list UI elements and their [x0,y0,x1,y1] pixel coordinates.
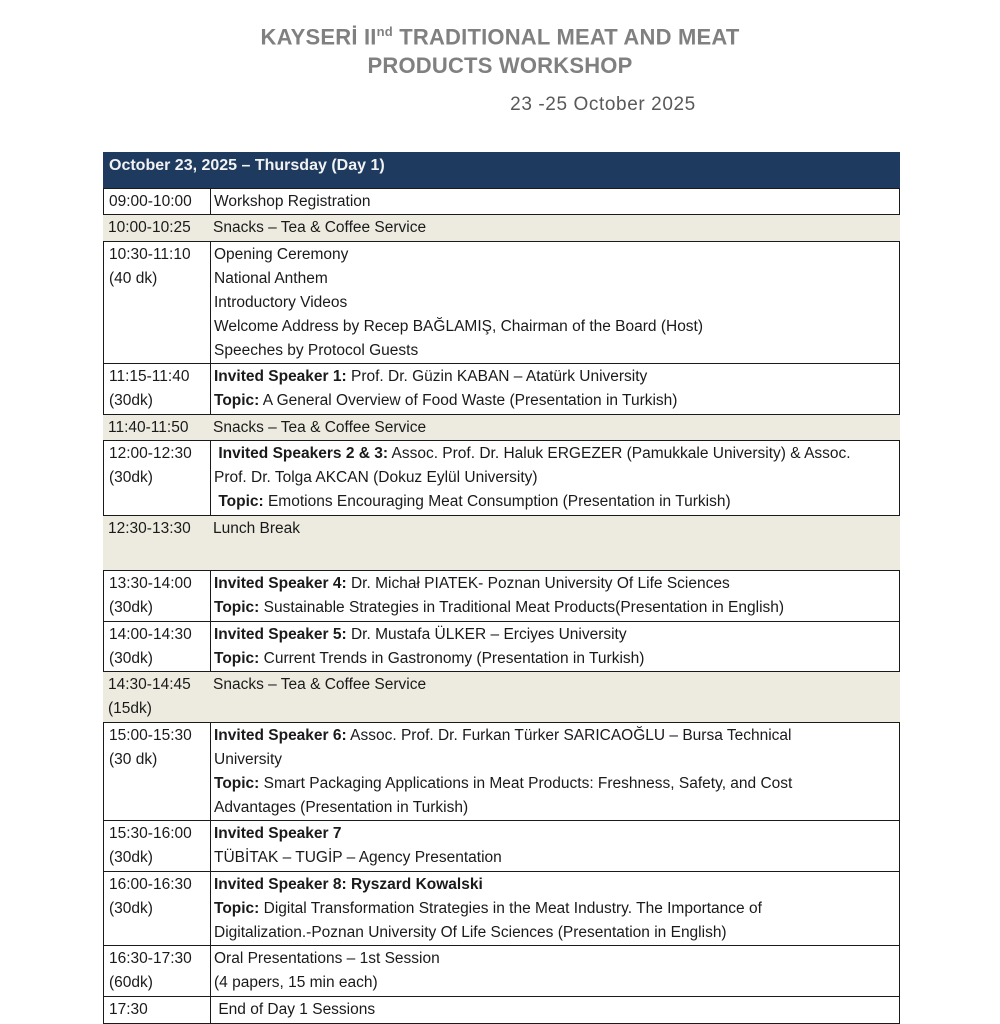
text-line: TÜBİTAK – TUGİP – Agency Presentation [214,849,502,866]
text-line: Speeches by Protocol Guests [214,341,419,359]
event-date: 23 -25 October 2025 [510,94,696,116]
table-row [103,440,900,516]
time-cell: 13:30-14:00 (30dk) [104,571,211,621]
description-cell [211,723,899,821]
time-cell: 12:30-13:30 [108,519,191,537]
table-row [103,945,900,997]
table-row [103,363,900,415]
description-cell [211,242,899,364]
text-line: Digitalization.-Poznan University Of Life Sciences (Presentation in English) [214,923,727,941]
text-line: Invited Speaker 6: Assoc. Prof. Dr. Furkan Türker SARICAOĞLU – Bursa Technical [214,726,792,744]
description-cell [210,672,900,722]
text-line: Prof. Dr. Tolga AKCAN (Dokuz Eylül University) [214,469,538,486]
table-row [103,414,900,442]
time-cell: 16:30-17:30 (60dk) [104,946,211,996]
table-row [103,241,900,365]
text-line: Invited Speakers 2 & 3: Assoc. Prof. Dr. Haluk ERGEZER (Pamukkale University) & Assoc. [214,445,851,462]
text-line: Topic: Smart Packaging Applications in Meat Products: Freshness, Safety, and Cost [214,774,793,792]
table-row [103,515,900,572]
description-cell [211,441,899,515]
title-text-1: KAYSERİ II [260,24,377,50]
description-cell [211,946,899,996]
title-text-line2: PRODUCTS WORKSHOP [367,53,633,79]
description-cell [211,997,899,1023]
text-line: Advantages (Presentation in Turkish) [214,798,469,816]
text-line: Opening Ceremony [214,245,349,263]
schedule-table [103,152,900,1024]
text-line: Topic: A General Overview of Food Waste (Presentation in Turkish) [214,392,678,409]
description-cell [211,872,899,946]
time-cell: 12:00-12:30 (30dk) [104,441,211,515]
title-superscript: nd [376,24,393,39]
table-row [103,214,900,242]
description-cell [211,622,899,672]
time-cell: 14:00-14:30 (30dk) [104,622,211,672]
time-cell: 15:30-16:00 (30dk) [104,821,211,871]
text-line: University [214,750,283,768]
text-line: Invited Speaker 7 [214,825,342,842]
text-line: National Anthem [214,269,328,287]
text-line: Lunch Break [213,519,301,537]
table-row [103,570,900,622]
text-line: Invited Speaker 4: Dr. Michał PIATEK- Poznan University Of Life Sciences [214,575,730,592]
text-line: Invited Speaker 1: Prof. Dr. Güzin KABAN – Atatürk University [214,368,648,385]
table-row [103,820,900,872]
description-cell [211,364,899,414]
time-cell: 10:30-11:10 (40 dk) [104,242,211,364]
description-cell [211,821,899,871]
table-row [103,722,900,822]
table-row [103,188,900,216]
text-line: Topic: Sustainable Strategies in Traditional Meat Products(Presentation in English) [214,599,785,616]
description-cell [210,516,900,571]
time-cell: 10:00-10:25 [108,219,191,236]
title-text-2: TRADITIONAL MEAT AND MEAT [392,24,740,50]
text-line: Snacks – Tea & Coffee Service [213,676,427,693]
text-line: Snacks – Tea & Coffee Service [213,219,427,236]
table-row [103,621,900,673]
description-cell [211,571,899,621]
text-line: Invited Speaker 5: Dr. Mustafa ÜLKER – Erciyes University [214,625,627,643]
text-line: Welcome Address by Recep BAĞLAMIŞ, Chairman of the Board (Host) [214,317,704,335]
text-line: Topic: Digital Transformation Strategies in the Meat Industry. The Importance of [214,899,762,917]
table-row [103,871,900,947]
text-line: Topic: Current Trends in Gastronomy (Presentation in Turkish) [214,649,645,667]
day-header: October 23, 2025 – Thursday (Day 1) [103,152,900,189]
time-cell: 17:30 [104,997,211,1023]
description-cell [210,415,900,441]
text-line: Snacks – Tea & Coffee Service [213,418,427,436]
time-cell: 15:00-15:30 (30 dk) [104,723,211,821]
time-cell: 14:30-14:45 (15dk) [108,676,191,717]
text-line: Workshop Registration [214,192,371,210]
time-cell: 09:00-10:00 [104,189,211,215]
workshop-title [0,17,1000,80]
time-cell: 11:15-11:40 (30dk) [104,364,211,414]
table-row [103,671,900,723]
text-line: Oral Presentations – 1st Session [214,950,440,967]
text-line: End of Day 1 Sessions [214,1000,376,1018]
time-cell: 16:00-16:30 (30dk) [104,872,211,946]
text-line: (4 papers, 15 min each) [214,974,378,991]
description-cell [210,215,900,241]
description-cell [211,189,899,215]
text-line: Topic: Emotions Encouraging Meat Consumption (Presentation in Turkish) [214,493,731,510]
text-line: Introductory Videos [214,293,348,311]
time-cell: 11:40-11:50 [108,418,189,436]
text-line: Invited Speaker 8: Ryszard Kowalski [214,875,483,893]
document [0,17,1000,1017]
